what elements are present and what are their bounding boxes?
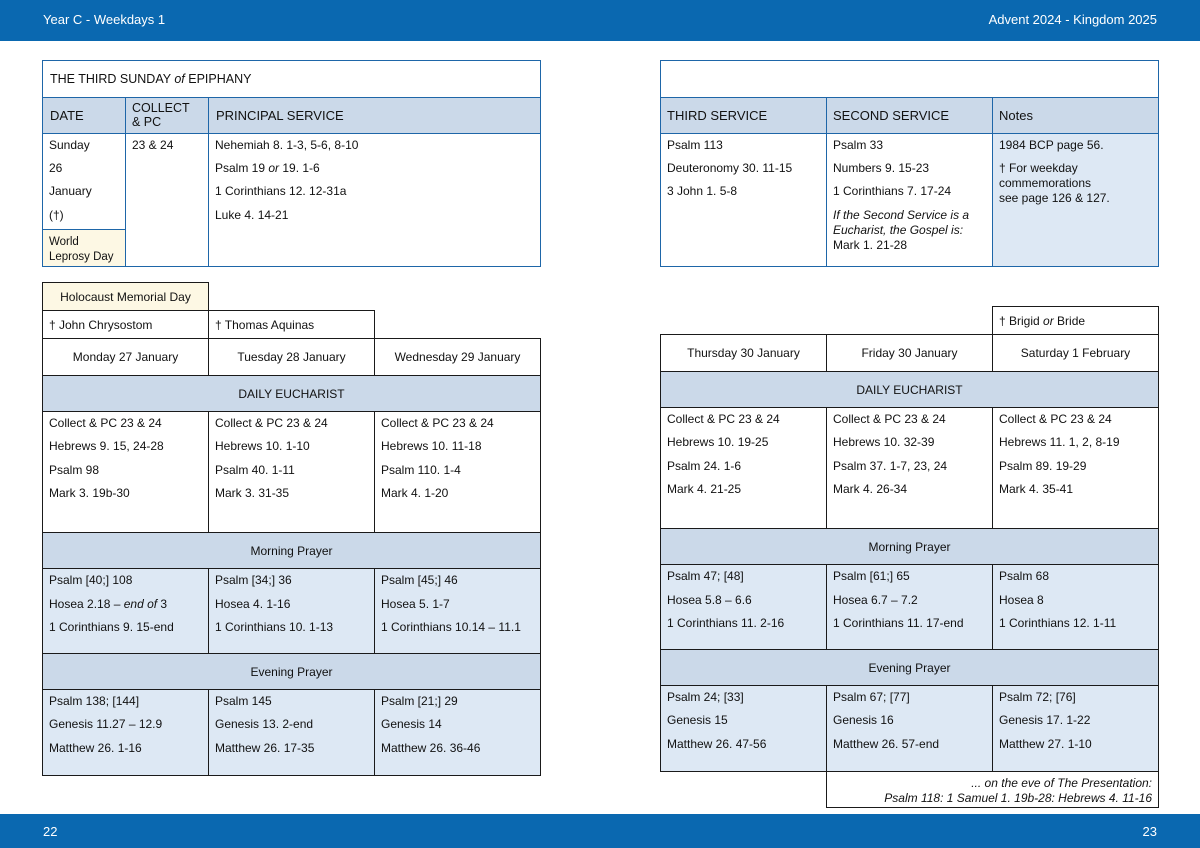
daily-eucharist-band: [42, 375, 541, 412]
eucharist-cell: [826, 407, 993, 529]
day-label: Friday 30 January: [861, 346, 958, 360]
evening-cell: [992, 685, 1159, 772]
day-header-cell: [826, 334, 993, 372]
reading: Psalm 89. 19-29: [999, 459, 1087, 473]
daily-eucharist-band: [660, 371, 1159, 408]
observance-line1: World: [49, 236, 79, 248]
notes-line: 1984 BCP page 56.: [999, 138, 1104, 152]
section-label: Morning Prayer: [868, 539, 951, 554]
reading: Matthew 26. 17-35: [215, 741, 315, 755]
col-header-collect-line2: & PC: [132, 115, 162, 129]
day-label: Monday 27 January: [72, 350, 179, 364]
commem-cell: [42, 310, 209, 339]
reading: Psalm [61;] 65: [833, 569, 910, 583]
notes-line: † For weekday: [999, 161, 1078, 175]
evening-prayer-band: [42, 653, 541, 690]
day-header-cell: [374, 338, 541, 376]
notes-line: see page 126 & 127.: [999, 191, 1110, 205]
date-line: 26: [49, 161, 63, 175]
left-page-number: 22: [43, 824, 58, 839]
day-label: Tuesday 28 January: [237, 350, 346, 364]
morning-cell: [660, 564, 827, 650]
reading: Hosea 5. 1-7: [381, 597, 450, 611]
col-header-principal-label: PRINCIPAL SERVICE: [216, 108, 344, 123]
third-service-cell: [660, 133, 827, 267]
reading: Psalm 110. 1-4: [381, 463, 461, 477]
third-reading: 3 John 1. 5-8: [667, 184, 738, 198]
reading: Collect & PC 23 & 24: [833, 412, 946, 426]
second-note: If the Second Service is a: [833, 208, 970, 222]
reading: Collect & PC 23 & 24: [999, 412, 1112, 426]
principal-cell: [208, 133, 541, 267]
reading: Psalm 24; [33]: [667, 690, 744, 704]
day-label: Thursday 30 January: [687, 346, 800, 360]
second-reading: 1 Corinthians 7. 17-24: [833, 184, 952, 198]
morning-prayer-band: [42, 532, 541, 569]
observance-cell: [42, 229, 126, 267]
observance-line2: Leprosy Day: [49, 251, 114, 263]
header-left-text: Year C - Weekdays 1: [43, 12, 166, 27]
col-header-collect-line1: COLLECT: [132, 101, 190, 115]
holocaust-observance-cell: [42, 282, 209, 311]
reading: Matthew 26. 57-end: [833, 737, 940, 751]
reading: Hebrews 10. 11-18: [381, 439, 482, 453]
commem-label: † Brigid or Bride: [999, 314, 1086, 328]
evening-cell: [660, 685, 827, 772]
commem-label: † John Chrysostom: [49, 318, 153, 332]
sunday-title-cell: [42, 60, 541, 98]
second-service-cell: [826, 133, 993, 267]
reading: Psalm 68: [999, 569, 1050, 583]
principal-reading: 1 Corinthians 12. 12-31a: [215, 184, 347, 198]
reading: Genesis 15: [667, 713, 728, 727]
reading: Collect & PC 23 & 24: [667, 412, 780, 426]
date-line: January: [49, 184, 92, 198]
evening-cell: [42, 689, 209, 776]
col-header-date: [42, 97, 126, 134]
principal-reading: Luke 4. 14-21: [215, 208, 289, 222]
principal-reading: Psalm 19 or 19. 1-6: [215, 161, 320, 175]
col-header-third-label: THIRD SERVICE: [667, 108, 768, 123]
eucharist-cell: [660, 407, 827, 529]
reading: Hosea 4. 1-16: [215, 597, 291, 611]
presentation-eve-cell: [826, 771, 1159, 808]
eve-heading: ... on the eve of The Presentation:: [971, 776, 1152, 790]
reading: Psalm 72; [76]: [999, 690, 1076, 704]
sunday-title-blank-cell: [660, 60, 1159, 98]
day-header-cell: [208, 338, 375, 376]
collect-cell: [125, 133, 209, 267]
right-page-number: 23: [1142, 824, 1157, 839]
notes-line: commemorations: [999, 176, 1092, 190]
eve-readings: Psalm 118: 1 Samuel 1. 19b-28: Hebrews 4. 11-16: [884, 791, 1152, 805]
second-note: Mark 1. 21-28: [833, 238, 908, 252]
col-header-second-label: SECOND SERVICE: [833, 108, 950, 123]
eucharist-cell: [42, 411, 209, 533]
eucharist-cell: [374, 411, 541, 533]
reading: Matthew 26. 47-56: [667, 737, 767, 751]
header-right-text: Advent 2024 - Kingdom 2025: [988, 12, 1157, 27]
eucharist-cell: [208, 411, 375, 533]
reading: Hosea 6.7 – 7.2: [833, 593, 918, 607]
reading: Collect & PC 23 & 24: [215, 416, 328, 430]
sunday-title: THE THIRD SUNDAY of EPIPHANY: [50, 72, 252, 86]
reading: Psalm [34;] 36: [215, 573, 292, 587]
reading: Hebrews 10. 32-39: [833, 435, 935, 449]
section-label: DAILY EUCHARIST: [856, 382, 963, 397]
notes-cell: [992, 133, 1159, 267]
reading: Psalm 40. 1-11: [215, 463, 295, 477]
morning-cell: [826, 564, 993, 650]
reading: Mark 3. 31-35: [215, 486, 290, 500]
col-header-third: [660, 97, 827, 134]
section-label: DAILY EUCHARIST: [238, 386, 345, 401]
day-label: Saturday 1 February: [1020, 346, 1131, 360]
reading: Psalm [21;] 29: [381, 694, 458, 708]
reading: Genesis 13. 2-end: [215, 717, 314, 731]
reading: Genesis 11.27 – 12.9: [49, 717, 163, 731]
observance-label: Holocaust Memorial Day: [60, 289, 191, 304]
morning-cell: [42, 568, 209, 654]
date-line: Sunday: [49, 138, 90, 152]
day-label: Wednesday 29 January: [394, 350, 521, 364]
reading: Mark 4. 21-25: [667, 482, 742, 496]
reading: Psalm [45;] 46: [381, 573, 458, 587]
day-header-cell: [42, 338, 209, 376]
second-note: Eucharist, the Gospel is:: [833, 223, 964, 237]
reading: Mark 4. 26-34: [833, 482, 908, 496]
reading: 1 Corinthians 10.14 – 11.1: [381, 620, 521, 634]
reading: Genesis 14: [381, 717, 442, 731]
reading: Mark 4. 35-41: [999, 482, 1074, 496]
col-header-notes-label: Notes: [999, 108, 1033, 123]
reading: Hebrews 10. 1-10: [215, 439, 310, 453]
section-label: Evening Prayer: [250, 664, 333, 679]
morning-cell: [208, 568, 375, 654]
second-reading: Psalm 33: [833, 138, 884, 152]
reading: Hebrews 11. 1, 2, 8-19: [999, 435, 1120, 449]
reading: Psalm 67; [77]: [833, 690, 910, 704]
reading: Hosea 2.18 – end of 3: [49, 597, 168, 611]
morning-cell: [992, 564, 1159, 650]
reading: Genesis 16: [833, 713, 894, 727]
evening-cell: [374, 689, 541, 776]
date-line: (†): [49, 208, 64, 222]
page-header-band: [0, 0, 1200, 41]
reading: Hosea 8: [999, 593, 1044, 607]
section-label: Evening Prayer: [868, 660, 951, 675]
reading: Collect & PC 23 & 24: [49, 416, 162, 430]
reading: 1 Corinthians 12. 1-11: [999, 616, 1117, 630]
reading: Psalm 47; [48]: [667, 569, 744, 583]
evening-prayer-band: [660, 649, 1159, 686]
reading: Mark 4. 1-20: [381, 486, 449, 500]
third-reading: Psalm 113: [667, 138, 723, 152]
reading: 1 Corinthians 9. 15-end: [49, 620, 174, 634]
reading: 1 Corinthians 11. 17-end: [833, 616, 964, 630]
reading: Psalm 24. 1-6: [667, 459, 742, 473]
reading: Genesis 17. 1-22: [999, 713, 1091, 727]
reading: Hebrews 10. 19-25: [667, 435, 769, 449]
morning-cell: [374, 568, 541, 654]
reading: Matthew 26. 1-16: [49, 741, 142, 755]
day-header-cell: [660, 334, 827, 372]
reading: Psalm 98: [49, 463, 100, 477]
principal-reading: Nehemiah 8. 1-3, 5-6, 8-10: [215, 138, 359, 152]
morning-prayer-band: [660, 528, 1159, 565]
commem-cell: [208, 310, 375, 339]
third-reading: Deuteronomy 30. 11-15: [667, 161, 793, 175]
reading: Matthew 27. 1-10: [999, 737, 1092, 751]
col-header-principal: [208, 97, 541, 134]
reading: Matthew 26. 36-46: [381, 741, 481, 755]
col-header-collect: [125, 97, 209, 134]
reading: Psalm [40;] 108: [49, 573, 133, 587]
reading: Mark 3. 19b-30: [49, 486, 130, 500]
evening-cell: [826, 685, 993, 772]
reading: 1 Corinthians 10. 1-13: [215, 620, 334, 634]
col-header-notes: [992, 97, 1159, 134]
reading: Psalm 138; [144]: [49, 694, 140, 708]
commem-cell: [992, 306, 1159, 335]
col-header-date-label: DATE: [50, 108, 84, 123]
sunday-date-cell: [42, 133, 126, 230]
eucharist-cell: [992, 407, 1159, 529]
page-footer-band: [0, 814, 1200, 848]
evening-cell: [208, 689, 375, 776]
reading: 1 Corinthians 11. 2-16: [667, 616, 785, 630]
second-reading: Numbers 9. 15-23: [833, 161, 930, 175]
day-header-cell: [992, 334, 1159, 372]
reading: Psalm 145: [215, 694, 272, 708]
reading: Collect & PC 23 & 24: [381, 416, 494, 430]
commem-label: † Thomas Aquinas: [215, 318, 315, 332]
collect-value: 23 & 24: [132, 138, 174, 152]
reading: Psalm 37. 1-7, 23, 24: [833, 459, 948, 473]
section-label: Morning Prayer: [250, 543, 333, 558]
reading: Hebrews 9. 15, 24-28: [49, 439, 164, 453]
reading: Hosea 5.8 – 6.6: [667, 593, 752, 607]
col-header-second: [826, 97, 993, 134]
